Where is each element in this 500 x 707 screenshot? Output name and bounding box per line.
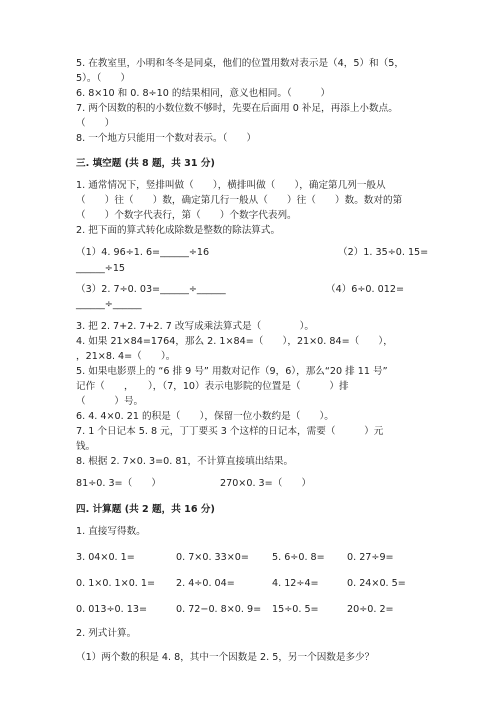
fill-q2-b: （2）1. 35÷0. 15= bbox=[338, 247, 429, 258]
fill-q1-line2: （ ）往（ ）数，确定第几行一般从（ ）往（ ）数。数对的第 bbox=[76, 195, 403, 206]
fill-q8: 8. 根据 2. 7×0. 3=0. 81，不计算直接填出结果。 bbox=[76, 456, 294, 467]
calc-row3-c2: 0. 72−0. 8×0. 9= bbox=[176, 604, 262, 615]
fill-q5-line3: （ ）号。 bbox=[76, 396, 144, 407]
judge-q6: 6. 8×10 和 0. 8÷10 的结果相同，意义也相同。（ ） bbox=[76, 88, 331, 99]
fill-q6: 6. 4. 4×0. 21 的积是（ ），保留一位小数约是（ ）。 bbox=[76, 411, 334, 422]
calc-row1-c1: 3. 04×0. 1= bbox=[76, 552, 135, 563]
fill-q2-b-cont: ______÷15 bbox=[76, 263, 126, 274]
calc-row2-c4: 0. 24×0. 5= bbox=[347, 578, 406, 589]
fill-q5-line1: 5. 如果电影票上的 “6 排 9 号” 用数对记作（9，6），那么“20 排 11 号” bbox=[76, 366, 388, 377]
calc-row2-c2: 2. 4÷0. 04= bbox=[176, 578, 235, 589]
judge-q5-line2: 5）。（ ） bbox=[76, 73, 131, 84]
section3-title: 三. 填空题 (共 8 题，共 31 分) bbox=[76, 158, 215, 169]
fill-q2-d-cont: ______÷______ bbox=[76, 299, 142, 310]
fill-q2-d: （4）6÷0. 012= bbox=[326, 284, 404, 295]
fill-q1-line1: 1. 通常情况下，竖排叫做（ ），横排叫做（ ），确定第几列一般从 bbox=[76, 180, 386, 191]
fill-q2: 2. 把下面的算式转化成除数是整数的除法算式。 bbox=[76, 225, 281, 236]
judge-q7-line2: （ ） bbox=[76, 118, 115, 129]
calc-row2-c1: 0. 1×0. 1×0. 1= bbox=[76, 578, 156, 589]
calc-row3-c4: 20÷0. 2= bbox=[347, 604, 394, 615]
judge-q8: 8. 一个地方只能用一个数对表示。（ ） bbox=[76, 133, 257, 144]
section4-title: 四. 计算题 (共 2 题，共 16 分) bbox=[76, 504, 215, 515]
calc-q1: 1. 直接写得数。 bbox=[76, 526, 146, 537]
calc-q2: 2. 列式计算。 bbox=[76, 628, 137, 639]
calc-row3-c3: 15÷0. 5= bbox=[272, 604, 319, 615]
fill-q2-a: （1）4. 96÷1. 6=______÷16 bbox=[76, 247, 210, 258]
fill-q8-a: 81÷0. 3=（ ） bbox=[76, 478, 161, 489]
fill-q5-line2: 记作（ ， ），（7，10）表示电影院的位置是（ ）排 bbox=[76, 381, 349, 392]
fill-q1-line3: （ ）个数字代表行，第（ ）个数字代表列。 bbox=[76, 210, 297, 221]
calc-q2-1: （1）两个数的积是 4. 8，其中一个因数是 2. 5，另一个因数是多少？ bbox=[76, 652, 375, 663]
fill-q7-line1: 7. 1 个日记本 5. 8 元，丁丁要买 3 个这样的日记本，需要（ ）元 bbox=[76, 426, 384, 437]
fill-q7-line2: 钱。 bbox=[76, 441, 96, 452]
fill-q4-line1: 4. 如果 21×84=1764，那么 2. 1×84=（ ），21×0. 84=（ ）， bbox=[76, 336, 393, 347]
calc-row1-c2: 0. 7×0. 33×0= bbox=[176, 552, 249, 563]
fill-q4-line2: ，21×8. 4=（ ）。 bbox=[76, 351, 176, 362]
judge-q5-line1: 5. 在教室里，小明和冬冬是同桌，他们的位置用数对表示是（4，5）和（5， bbox=[76, 58, 404, 69]
calc-row3-c1: 0. 013÷0. 13= bbox=[76, 604, 148, 615]
fill-q3: 3. 把 2. 7+2. 7+2. 7 改写成乘法算式是（ ）。 bbox=[76, 321, 314, 332]
calc-row2-c3: 4. 12÷4= bbox=[272, 578, 319, 589]
fill-q8-b: 270×0. 3=（ ） bbox=[220, 478, 312, 489]
calc-row1-c3: 5. 6÷0. 8= bbox=[272, 552, 325, 563]
fill-q2-c: （3）2. 7÷0. 03=______÷______ bbox=[76, 284, 226, 295]
calc-row1-c4: 0. 27÷9= bbox=[347, 552, 394, 563]
judge-q7-line1: 7. 两个因数的积的小数位数不够时，先要在后面用 0 补足，再添上小数点。 bbox=[76, 103, 398, 114]
